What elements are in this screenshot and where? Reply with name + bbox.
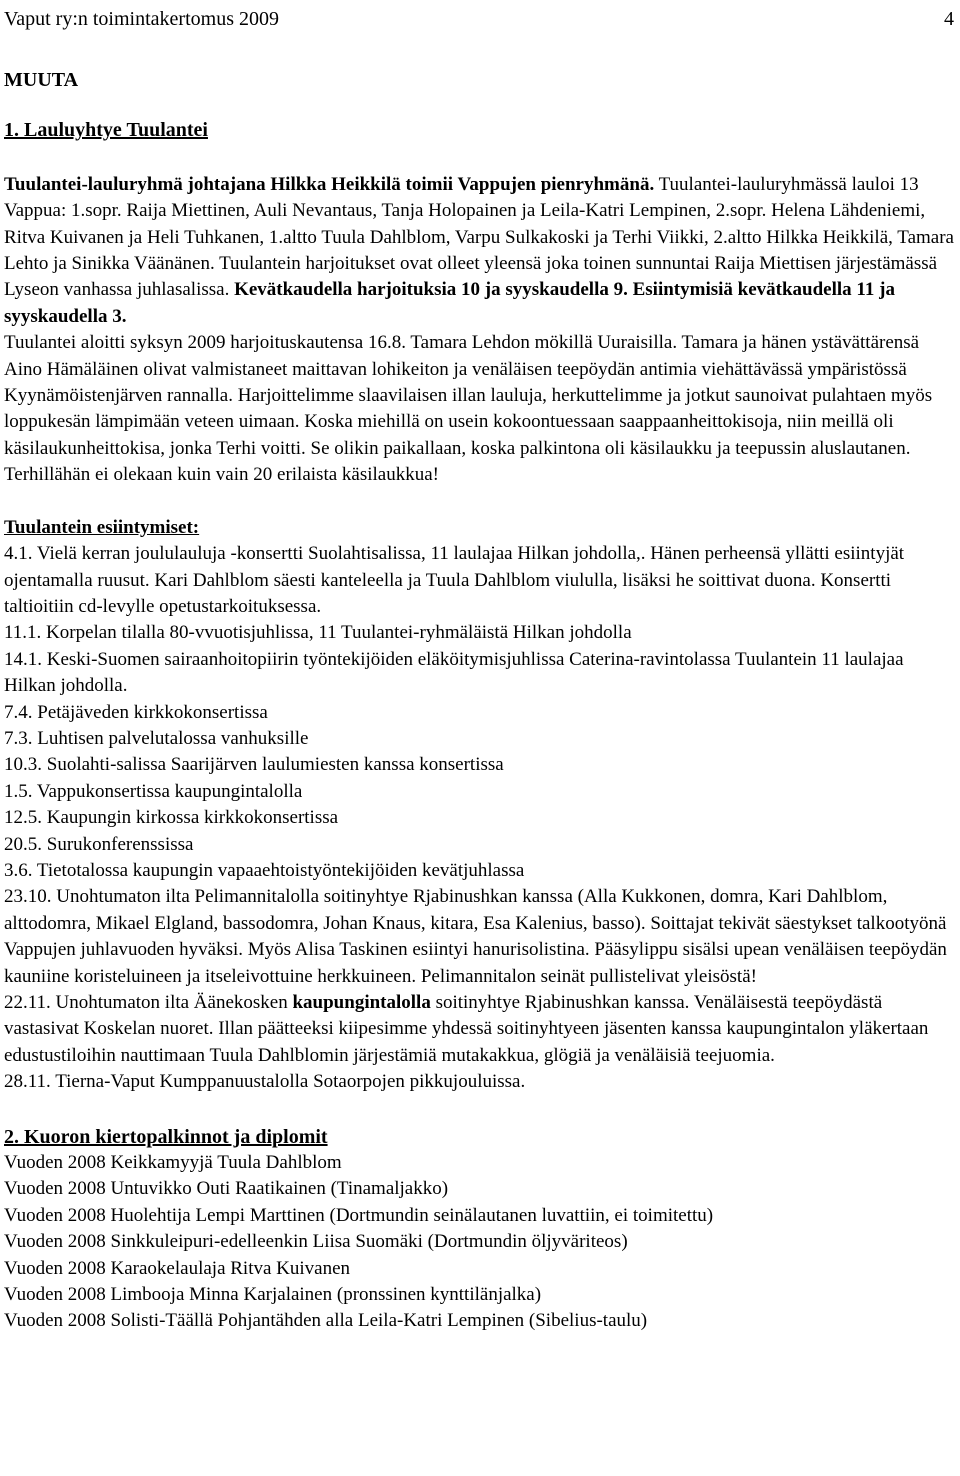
list-item: 11.1. Korpelan tilalla 80-vvuotisjuhlissa, 11 Tuulantei-ryhmäläistä Hilkan johdolla [4,622,632,644]
paragraph-text: Tuulantei-lauluryhmässä lauloi 13 Vappua: 1.sopr. Raija Miettinen, Auli Nevantaus, Tanja Holopainen ja Leila-Katri Lempinen, 2.sopr. Helena Lähdeniemi, Ritva Kuivanen ja Heli Tuhkanen, 1.altto Tuula Dahlblom, Varpu Sulkakoski ja Terhi Viikki, 2.altto Hilkka Heikkilä, Tamara Lehto ja Sinikka Väänänen. Tuulantein harjoitukset ovat olleet yleensä joka toinen sunnuntai Raija Miettisen järjestämässä Lyseon vanhassa juhlasalissa. [4,173,954,301]
list-item: Vuoden 2008 Untuvikko Outi Raatikainen (Tinamaljakko) [4,1178,449,1200]
list-item: 1.5. Vappukonsertissa kaupungintalolla [4,780,303,802]
paragraph-bold-stats: Kevätkaudella harjoituksia 10 ja syyskaudella 9. Esiintymisiä kevätkaudella 11 ja syyskaudella 3. [4,279,895,327]
section1-paragraph2: Tuulantei aloitti syksyn 2009 harjoituskautensa 16.8. Tamara Lehdon mökillä Uuraisilla. Tamara ja hänen ystävättärensä Aino Hämäläinen olivat valmistaneet maittavan lohikeiton ja venäläisen teepöydän antimia viehättävässä ympäristössä Kyynämöistenjärven rannalla. Harjoittelimme slaavilaisen illan lauluja, herkuttelimme ja jotkut saunoivat pulahtaen myös loppukesän lämpimään veteen uimaan. Koska miehillä on usein kokoontuessaan saappaanheittokisoja, niin meillä oli käsilaukunheittokisa, jonka Terhi voitti. Se olikin paikallaan, koska palkintona oli käsilaukku ja teepussin aluslautanen. Terhillähän ei olekaan kuin vain 20 erilaista käsilaukkua! [4,332,933,486]
awards-list [4,1150,956,1335]
list-item: 10.3. Suolahti-salissa Saarijärven laulumiesten kanssa konsertissa [4,754,504,776]
performance-list [4,541,956,1096]
section2-heading: 2. Kuoron kiertopalkinnot ja diplomit [4,1125,328,1148]
list-item: 3.6. Tietotalossa kaupungin vapaaehtoistyöntekijöiden kevätjuhlassa [4,859,525,881]
list-item: Vuoden 2008 Karaokelaulaja Ritva Kuivanen [4,1257,351,1279]
list-item: Vuoden 2008 Limbooja Minna Karjalainen (pronssinen kynttilänjalka) [4,1284,542,1306]
item-text: 22.11. Unohtumaton ilta Äänekosken [4,992,293,1013]
page-number: 4 [944,8,954,30]
item-text: soitinyhtye Rjabinushkan kanssa. Venäläisestä teepöydästä vastasivat Koskelan nuoret. Illan päätteeksi kiipesimme yhdessä soitinyhtyeen jäsenten kanssa kaupungintalon yläkertaan edustustiloihin nauttimaan Tuula Dahlblomin järjestämiä mutakakkua, glögiä ja venäläisiä teejuomia. [4,992,929,1066]
main-heading: MUUTA [4,69,79,91]
list-item: Vuoden 2008 Solisti-Täällä Pohjantähden alla Leila-Katri Lempinen (Sibelius-taulu) [4,1310,648,1332]
header-title: Vaput ry:n toimintakertomus 2009 [4,8,279,30]
document-page [4,0,956,1335]
list-item: 14.1. Keski-Suomen sairaanhoitopiirin työntekijöiden eläköitymisjuhlissa Caterina-ravintolassa Tuulantein 11 laulajaa Hilkan johdolla. [4,648,904,697]
list-item: 20.5. Surukonferenssissa [4,833,194,855]
section1-heading: 1. Lauluyhtye Tuulantei [4,119,208,142]
list-item: 7.3. Luhtisen palvelutalossa vanhuksille [4,727,309,749]
list-item: Vuoden 2008 Sinkkuleipuri-edelleenkin Liisa Suomäki (Dortmundin öljyväriteos) [4,1231,628,1253]
list-item: 28.11. Tierna-Vaput Kumppanuustalolla Sotaorpojen pikkujouluissa. [4,1071,526,1093]
page-header [4,0,956,30]
list-item: Vuoden 2008 Huolehtija Lempi Marttinen (Dortmundin seinälautanen luvattiin, ei toimitettu) [4,1204,714,1226]
list-item: 12.5. Kaupungin kirkossa kirkkokonsertissa [4,807,339,829]
list-item: 7.4. Petäjäveden kirkkokonsertissa [4,701,268,723]
performances-heading: Tuulantein esiintymiset: [4,516,200,538]
item-bold: kaupungintalolla [292,992,431,1013]
list-item: Vuoden 2008 Keikkamyyjä Tuula Dahlblom [4,1152,342,1174]
list-item: 4.1. Vielä kerran joululauluja -konsertti Suolahtisalissa, 11 laulajaa Hilkan johdolla,. Hänen perheensä yllätti esiintyjät ojentamalla ruusut. Kari Dahlblom säesti kanteleella ja Tuula Dahlblom viululla, lisäksi he soittivat duona. Konsertti taltioitiin cd-levylle opetustarkoituksessa. [4,543,905,617]
section1-paragraph1 [4,172,956,330]
list-item: 23.10. Unohtumaton ilta Pelimannitalolla soitinyhtye Rjabinushkan kanssa (Alla Kukkonen, domra, Kari Dahlblom, alttodomra, Mikael Elgland, bassodomra, Johan Knaus, kitara, Esa Kalenius, basso). Soittajat tekivät säestykset talkootyönä Vappujen juhlavuoden hyväksi. Myös Alisa Taskinen esiintyi hanurisolistina. Pääsylippu sisälsi upean venäläisen teepöydän kauniine koristeluineen ja itseleivottuine herkkuineen. Pelimannitalon seinät pullistelivat yleisöstä! [4,886,947,987]
paragraph-bold-intro: Tuulantei-lauluryhmä johtajana Hilkka Heikkilä toimii Vappujen pienryhmänä. [4,173,655,195]
list-item [4,990,956,1069]
